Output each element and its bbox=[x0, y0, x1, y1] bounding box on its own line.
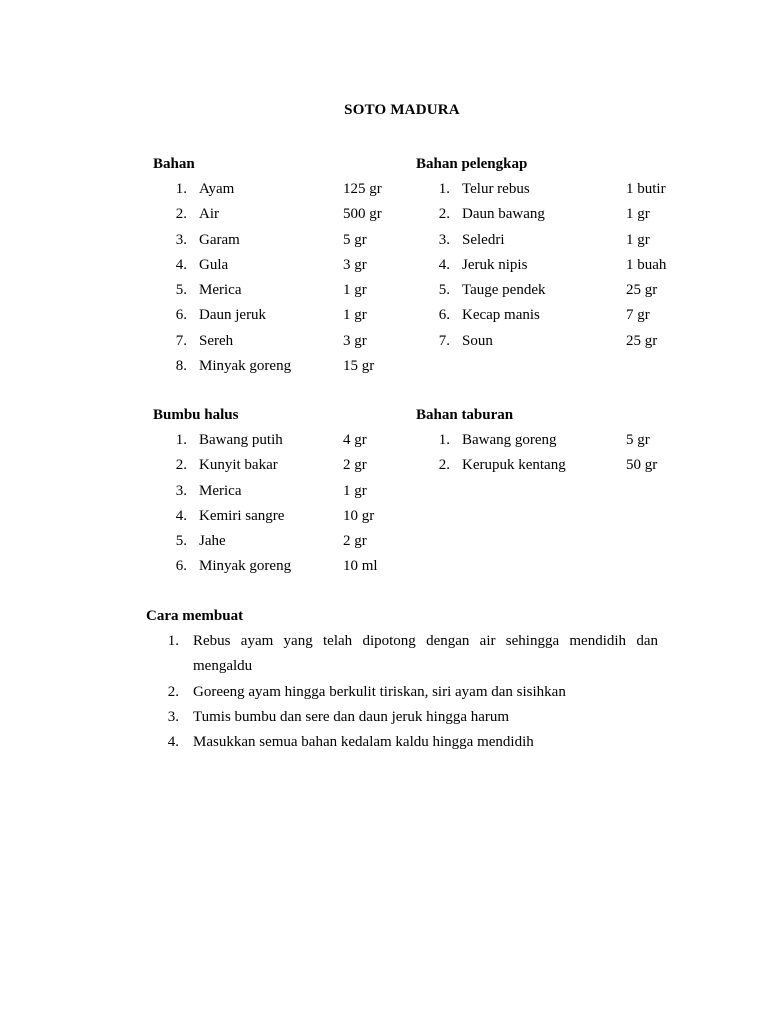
item-number: 5. bbox=[175, 282, 187, 299]
bahan-section bbox=[153, 152, 403, 379]
ingredient-name: Kemiri sangre bbox=[199, 507, 285, 524]
bahan-pelengkap-heading: Bahan pelengkap bbox=[416, 156, 528, 172]
ingredient-quantity: 3 gr bbox=[343, 256, 367, 273]
ingredient-quantity: 3 gr bbox=[343, 332, 367, 349]
ingredient-row bbox=[416, 202, 686, 227]
item-number: 2. bbox=[175, 206, 187, 223]
item-number: 2. bbox=[438, 457, 450, 474]
ingredient-quantity: 1 gr bbox=[343, 482, 367, 499]
ingredient-name: Jeruk nipis bbox=[462, 256, 528, 273]
ingredient-row bbox=[153, 354, 403, 379]
ingredient-row bbox=[153, 278, 403, 303]
ingredient-name: Minyak goreng bbox=[199, 558, 292, 575]
bahan-pelengkap-section bbox=[416, 152, 686, 354]
ingredient-row bbox=[153, 504, 403, 529]
ingredient-row bbox=[153, 202, 403, 227]
ingredient-row bbox=[153, 303, 403, 328]
ingredient-row bbox=[153, 554, 403, 579]
ingredient-name: Soun bbox=[462, 332, 493, 349]
ingredient-quantity: 125 gr bbox=[343, 181, 382, 197]
ingredient-quantity: 1 gr bbox=[343, 282, 367, 299]
ingredient-quantity: 5 gr bbox=[343, 231, 367, 248]
item-number: 3. bbox=[175, 482, 187, 499]
ingredient-row bbox=[416, 329, 686, 354]
item-number: 6. bbox=[438, 307, 450, 324]
ingredient-name: Bawang goreng bbox=[462, 432, 557, 448]
instruction-step bbox=[146, 705, 658, 730]
bahan-heading: Bahan bbox=[153, 156, 195, 172]
ingredient-row bbox=[153, 479, 403, 504]
ingredient-quantity: 4 gr bbox=[343, 432, 367, 448]
ingredient-quantity: 1 gr bbox=[626, 231, 650, 248]
ingredient-quantity: 2 gr bbox=[343, 457, 367, 474]
ingredient-quantity: 1 gr bbox=[343, 307, 367, 324]
ingredient-quantity: 1 gr bbox=[626, 206, 650, 223]
cara-membuat-section bbox=[146, 604, 658, 755]
ingredient-quantity: 1 butir bbox=[626, 181, 666, 197]
item-number: 1. bbox=[438, 181, 450, 197]
ingredient-row bbox=[153, 329, 403, 354]
item-number: 5. bbox=[175, 533, 187, 550]
ingredient-name: Sereh bbox=[199, 332, 234, 349]
ingredient-name: Seledri bbox=[462, 231, 505, 248]
ingredient-name: Bawang putih bbox=[199, 432, 283, 448]
step-text: Masukkan semua bahan kedalam kaldu hingga mendidih bbox=[193, 734, 534, 751]
ingredient-name: Kerupuk kentang bbox=[462, 457, 566, 474]
step-text: Tumis bumbu dan sere dan daun jeruk hingga harum bbox=[193, 708, 510, 725]
ingredient-name: Telur rebus bbox=[462, 181, 530, 197]
ingredient-quantity: 2 gr bbox=[343, 533, 367, 550]
item-number: 1. bbox=[175, 181, 187, 197]
ingredient-quantity: 10 ml bbox=[343, 558, 378, 575]
ingredient-name: Daun bawang bbox=[462, 206, 545, 223]
recipe-title: SOTO MADURA bbox=[344, 102, 460, 118]
ingredient-name: Garam bbox=[199, 231, 240, 248]
step-text: Goreeng ayam hingga berkulit tiriskan, siri ayam dan sisihkan bbox=[193, 683, 566, 700]
ingredient-name: Minyak goreng bbox=[199, 358, 292, 375]
ingredient-row bbox=[153, 177, 403, 202]
ingredient-quantity: 5 gr bbox=[626, 432, 650, 448]
ingredient-quantity: 50 gr bbox=[626, 457, 658, 474]
ingredient-row bbox=[416, 228, 686, 253]
ingredient-row bbox=[416, 303, 686, 328]
step-number: 4. bbox=[167, 734, 179, 751]
ingredient-quantity: 7 gr bbox=[626, 307, 650, 324]
item-number: 3. bbox=[438, 231, 450, 248]
item-number: 4. bbox=[175, 256, 187, 273]
bahan-taburan-section bbox=[416, 403, 686, 479]
item-number: 1. bbox=[438, 432, 450, 448]
item-number: 2. bbox=[438, 206, 450, 223]
item-number: 2. bbox=[175, 457, 187, 474]
ingredient-row bbox=[416, 453, 686, 478]
bahan-taburan-heading: Bahan taburan bbox=[416, 407, 514, 423]
ingredient-name: Gula bbox=[199, 256, 229, 273]
step-number: 2. bbox=[167, 683, 179, 700]
ingredient-row bbox=[416, 253, 686, 278]
ingredient-row bbox=[153, 529, 403, 554]
ingredient-row bbox=[153, 428, 403, 453]
ingredient-name: Merica bbox=[199, 282, 242, 299]
item-number: 4. bbox=[175, 507, 187, 524]
ingredient-quantity: 25 gr bbox=[626, 332, 658, 349]
instruction-step bbox=[146, 680, 658, 705]
instruction-step bbox=[146, 730, 658, 755]
step-text: Rebus ayam yang telah dipotong dengan air sehingga mendidih dan mengaldu bbox=[193, 633, 658, 675]
ingredient-name: Kunyit bakar bbox=[199, 457, 278, 474]
item-number: 1. bbox=[175, 432, 187, 448]
ingredient-quantity: 15 gr bbox=[343, 358, 375, 375]
ingredient-name: Merica bbox=[199, 482, 242, 499]
ingredient-quantity: 500 gr bbox=[343, 206, 382, 223]
ingredient-name: Air bbox=[199, 206, 219, 223]
ingredient-name: Ayam bbox=[199, 181, 235, 197]
ingredient-name: Daun jeruk bbox=[199, 307, 267, 324]
bumbu-halus-section bbox=[153, 403, 403, 580]
ingredient-row bbox=[153, 228, 403, 253]
item-number: 8. bbox=[175, 358, 187, 375]
ingredient-row bbox=[416, 177, 686, 202]
ingredient-row bbox=[416, 428, 686, 453]
item-number: 7. bbox=[438, 332, 450, 349]
step-number: 3. bbox=[167, 708, 179, 725]
cara-membuat-heading: Cara membuat bbox=[146, 608, 244, 624]
bumbu-halus-heading: Bumbu halus bbox=[153, 407, 239, 423]
ingredient-row bbox=[153, 453, 403, 478]
ingredient-quantity: 1 buah bbox=[626, 256, 667, 273]
ingredient-name: Tauge pendek bbox=[462, 282, 546, 299]
item-number: 7. bbox=[175, 332, 187, 349]
step-number: 1. bbox=[167, 633, 179, 649]
item-number: 6. bbox=[175, 307, 187, 324]
item-number: 4. bbox=[438, 256, 450, 273]
ingredient-quantity: 10 gr bbox=[343, 507, 375, 524]
item-number: 3. bbox=[175, 231, 187, 248]
ingredient-row bbox=[153, 253, 403, 278]
instruction-step bbox=[146, 629, 658, 680]
item-number: 6. bbox=[175, 558, 187, 575]
ingredient-name: Kecap manis bbox=[462, 307, 540, 324]
item-number: 5. bbox=[438, 282, 450, 299]
ingredient-name: Jahe bbox=[199, 533, 226, 550]
ingredient-row bbox=[416, 278, 686, 303]
ingredient-quantity: 25 gr bbox=[626, 282, 658, 299]
